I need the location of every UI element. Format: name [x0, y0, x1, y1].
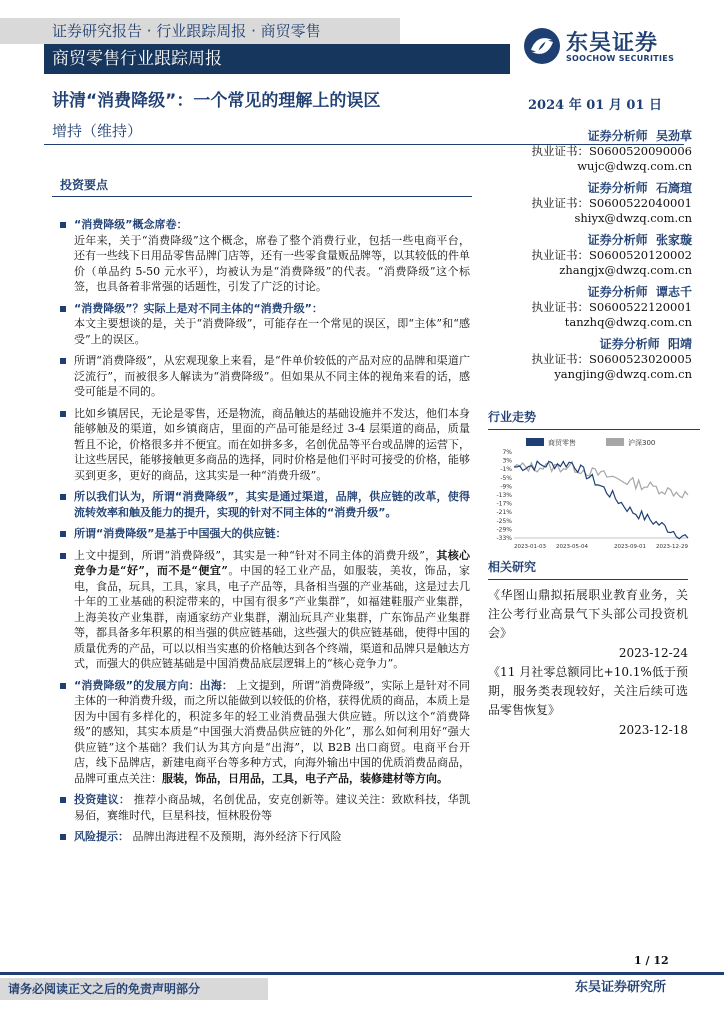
logo-text-cn: 东吴证券 [566, 31, 659, 56]
bullet-marker [60, 531, 66, 537]
bullet-marker [60, 306, 66, 312]
analyst-role: 证券分析师 [587, 285, 648, 299]
legend-swatch-b [606, 438, 624, 446]
bullet-marker [60, 411, 66, 417]
bullet-item [60, 526, 470, 542]
key-points-label: 投资要点 [60, 178, 109, 192]
analyst-cert: 执业证书：S0600522040001 [531, 196, 692, 210]
x-tick-label: 2023-01-03 [514, 544, 546, 550]
bullet-heading: 所以我们认为，所谓“消费降级”，其实是通过渠道，品牌，供应链的改革，使得流转效率和触及能力的提升，实现的针对不同主体的“消费升级”。 [74, 490, 470, 519]
bullet-item [60, 406, 470, 484]
analyst-name: 石旖瑄 [655, 181, 692, 195]
bullet-body: 上文中提到，所谓“消费降级”，其实是一种“针对不同主体的消费升级”， [74, 548, 437, 562]
disclaimer-note: 请务必阅读正文之后的免责声明部分 [0, 978, 268, 1000]
bullet-item [60, 353, 470, 400]
y-tick-label: -33% [496, 535, 512, 542]
y-tick-label: -17% [496, 500, 512, 508]
analyst-role: 证券分析师 [587, 181, 648, 195]
bullet-heading: 风险提示： [74, 830, 129, 843]
bullet-heading: “消费降级”的发展方向：出海： [74, 678, 233, 692]
bullet-body: 比如乡镇居民，无论是零售，还是物流，商品触达的基础设施并不发达，他们本身能够触及的渠道，如乡镇商店，里面的产品可能是经过 3-4 层渠道的商品，质量暂且不论，价格很多并不便宜。而在如拼多多，名创优品等平台或品牌的运营下，让这些居民，能够接触更多商品的选择，同时价格是他们平时可接受的价格，能够买到更多，更好的商品，这其实是一种“消费升级”。 [74, 406, 470, 482]
y-tick-label: -9% [500, 483, 512, 491]
bullet-item [60, 678, 470, 787]
trend-chart [488, 434, 698, 554]
bullet-heading: 投资建议： [74, 793, 131, 806]
analyst-name: 谭志千 [655, 285, 692, 299]
related-item[interactable]: 《11 月社零总额同比+10.1%低于预期，服务类表现较好，关注后续可选品零售恢复》 [488, 665, 688, 717]
legend-swatch-a [526, 438, 544, 446]
market-trend-label: 行业走势 [488, 410, 537, 424]
analyst-email[interactable]: yangjing@dwzq.com.cn [554, 367, 692, 381]
bullet-item [60, 548, 470, 672]
analyst-role: 证券分析师 [599, 337, 660, 351]
market-trend [488, 408, 700, 558]
y-tick-label: 7% [502, 449, 512, 456]
y-tick-label: -25% [496, 517, 512, 525]
footer-divider [0, 972, 724, 975]
bullet-body: 所谓“消费降级”，从宏观现象上来看，是“件单价较低的产品对应的品牌和渠道广泛流行”，而被很多人解读为“消费降级”。但如果从不同主体的视角来看的话，感受可能是不同的。 [74, 354, 470, 398]
x-tick-label: 2023-05-04 [556, 544, 588, 550]
bullet-heading: “消费降级”？实际上是对不同主体的“消费升级”： [74, 301, 323, 315]
analyst-cert: 执业证书：S0600520120002 [531, 248, 692, 262]
analyst-name: 张家璇 [655, 233, 692, 247]
analyst-name: 吴劲草 [655, 129, 692, 143]
related-date: 2023-12-18 [618, 723, 688, 737]
institute-name: 东吴证券研究所 [574, 980, 666, 995]
divider [488, 429, 700, 430]
y-tick-label: -1% [500, 466, 512, 474]
rating: 增持（维持） [52, 122, 143, 140]
bullet-marker [60, 222, 66, 228]
x-tick-label: 2023-09-01 [614, 544, 646, 550]
bullet-marker [60, 358, 66, 364]
bullet-emphasis: 其核心竞争力是“好”，而不是“便宜” [74, 548, 471, 577]
key-points [60, 176, 470, 851]
analyst-entry [508, 336, 692, 382]
bullet-body: 上文提到，所谓“消费降级”，实际上是针对不同主体的一种消费升级，而之所以能做到以较低的价格，获得优质的商品，本质上是因为中国有多样化的，积淀多年的轻工业消费品强大供应链。所以这个“消费降级”的感知，其实本质是“中国强大消费品供应链的外化”，那么如何利用好“强大供应链”这个基础？我们认为其方向是“出海”，以 B2B 出口商贸。电商平台开店，线下品牌店，新建电商平台等多种方式，向海外输出中国的优质消费品商品，品牌可重点关注： [74, 678, 471, 785]
bullet-body: 推荐小商品城，名创优品，安克创新等。建议关注：致欧科技，华凯易佰，赛维时代，巨星科技，恒林股份等 [74, 793, 471, 822]
bullet-emphasis: 服装，饰品，日用品，工具，电子产品，装修建材等方向。 [162, 771, 448, 785]
divider [488, 579, 688, 580]
related-item[interactable]: 《华图山鼎拟拓展职业教育业务，关注公考行业高景气下头部公司投资机会》 [488, 588, 688, 640]
analyst-entry [508, 284, 692, 330]
logo-text-en: SOOCHOW SECURITIES [566, 54, 675, 63]
bullet-marker [60, 553, 66, 559]
bullet-body: 本文主要想谈的是，关于“消费降级”，可能存在一个常见的误区，即“主体”和“感受”上的误区。 [74, 317, 470, 346]
related-label: 相关研究 [488, 560, 537, 574]
bullet-item [60, 792, 470, 823]
analyst-email[interactable]: shiyx@dwzq.com.cn [574, 211, 692, 225]
analyst-list [508, 128, 692, 388]
bullet-heading: 所谓“消费降级”是基于中国强大的供应链： [74, 527, 287, 540]
related-date: 2023-12-24 [618, 646, 688, 660]
page-number: 1 / 12 [634, 954, 669, 967]
analyst-entry [508, 128, 692, 174]
y-tick-label: -29% [496, 526, 512, 534]
analyst-cert: 执业证书：S0600523020005 [531, 352, 692, 366]
report-title: 讲清“消费降级”：一个常见的理解上的误区 [52, 91, 381, 111]
report-breadcrumb: 证券研究报告 · 行业跟踪周报 · 商贸零售 [0, 18, 400, 44]
bullet-heading: “消费降级”概念席卷： [74, 218, 188, 231]
report-date: 2024 年 01 月 01 日 [528, 98, 662, 113]
bullet-body: 近年来，关于“消费降级”这个概念，席卷了整个消费行业，包括一些电商平台，还有一些线下日用品零售品牌门店等，还有一些零食量贩品牌等，以其较低的件单价（单品约 5-50 元水平），均被认为是“消费降级”的代表。“消费降级”这个标签，也具备着非常强的话题性，引发了广泛的讨论。 [74, 233, 470, 293]
legend-label-b: 沪深300 [628, 439, 656, 447]
analyst-entry [508, 180, 692, 226]
analyst-email[interactable]: wujc@dwzq.com.cn [577, 159, 692, 173]
bullet-item [60, 489, 470, 520]
analyst-role: 证券分析师 [587, 233, 648, 247]
bullet-body: 品牌出海进程不及预期，海外经济下行风险 [132, 830, 342, 843]
y-tick-label: -13% [496, 492, 512, 499]
analyst-cert: 执业证书：S0600520090006 [531, 144, 692, 158]
analyst-cert: 执业证书：S0600522120001 [531, 300, 692, 314]
analyst-name: 阳靖 [667, 337, 692, 351]
y-tick-label: -5% [500, 474, 512, 482]
logo-mark-icon [522, 26, 562, 66]
bullet-marker [60, 797, 66, 803]
bullet-item [60, 217, 470, 295]
bullet-body: 。中国的轻工业产品，如服装，美妆，饰品，家电，食品，玩具，工具，家具，电子产品等，具备相当强的产业基础，这是过去几十年的工业基础的积淀带来的，中国有很多“产业集群”，如福建鞋服产业集群，上海美妆产业集群，南通家纺产业集群，潮汕玩具产业集群，广东饰品产业集群等，都具备多年积累的相当强的供应链基础，这些强大的供应链基础，使得中国的质量优秀的产品，可以以相当实惠的价格触达到各个终端，渠道和品牌只是触达方式，而强大的供应链基础是中国消费品底层逻辑上的“核心竞争力”。 [74, 564, 471, 670]
related-research [488, 558, 688, 740]
analyst-role: 证券分析师 [587, 129, 648, 143]
analyst-email[interactable]: zhangjx@dwzq.com.cn [559, 263, 692, 277]
y-tick-label: -21% [496, 509, 512, 517]
report-type-banner: 商贸零售行业跟踪周报 [44, 44, 510, 74]
bullet-item [60, 829, 470, 845]
bullet-marker [60, 834, 66, 840]
brand-logo [522, 26, 702, 70]
y-tick-label: 3% [502, 457, 512, 465]
bullet-marker [60, 494, 66, 500]
bullet-marker [60, 683, 66, 689]
bullet-item [60, 301, 470, 348]
analyst-entry [508, 232, 692, 278]
x-tick-label: 2023-12-29 [656, 544, 688, 550]
analyst-email[interactable]: tanzhq@dwzq.com.cn [564, 315, 692, 329]
legend-label-a: 商贸零售 [548, 439, 576, 447]
